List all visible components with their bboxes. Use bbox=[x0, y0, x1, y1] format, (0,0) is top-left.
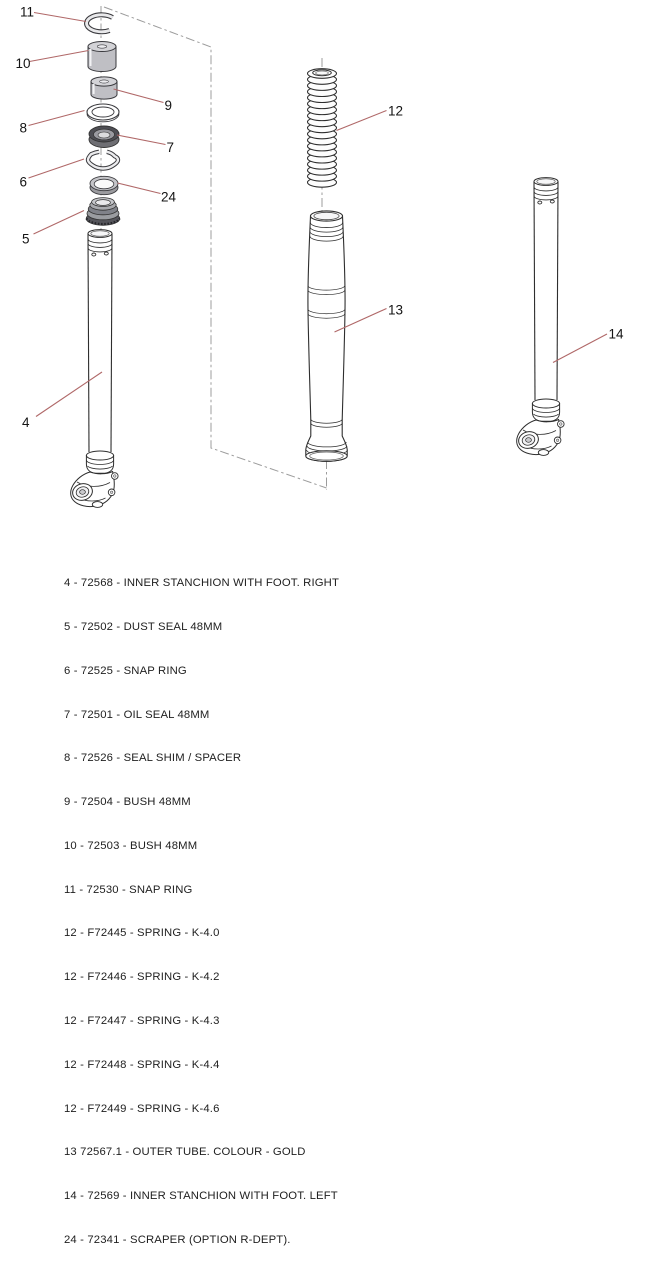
part-4-inner-stanchion-right bbox=[71, 230, 118, 508]
part-12-spring-top bbox=[313, 70, 332, 76]
callout-6: 6 bbox=[19, 174, 28, 190]
leader-6 bbox=[29, 159, 85, 178]
part-24-scraper bbox=[90, 176, 118, 194]
parts-list-item: 12 - F72446 - SPRING - K-4.2 bbox=[64, 971, 220, 984]
callout-11: 11 bbox=[20, 4, 35, 20]
parts-list-item: 4 - 72568 - INNER STANCHION WITH FOOT. RIGHT bbox=[64, 577, 340, 590]
callout-5: 5 bbox=[22, 231, 30, 247]
leader-12 bbox=[337, 111, 387, 131]
leader-10 bbox=[30, 51, 89, 62]
vent-hole bbox=[92, 253, 96, 256]
part-9-bush bbox=[91, 77, 117, 99]
parts-list-item: 11 - 72530 - SNAP RING bbox=[64, 883, 193, 896]
parts-list-item: 7 - 72501 - OIL SEAL 48MM bbox=[64, 708, 210, 721]
leader-14 bbox=[553, 334, 607, 363]
callout-7: 7 bbox=[166, 140, 175, 155]
leader-5 bbox=[34, 211, 85, 235]
part-11-snap-ring bbox=[87, 15, 113, 32]
callout-12: 12 bbox=[388, 103, 404, 119]
leader-24 bbox=[118, 183, 161, 194]
parts-list-item: 12 - F72445 - SPRING - K-4.0 bbox=[64, 927, 220, 940]
parts-list-item: 10 - 72503 - BUSH 48MM bbox=[64, 839, 198, 852]
leader-11 bbox=[34, 13, 86, 22]
part-13-outer-tube bbox=[306, 211, 348, 461]
part-5-dust-seal bbox=[86, 198, 120, 226]
parts-list-item: 5 - 72502 - DUST SEAL 48MM bbox=[64, 620, 223, 633]
leader-8 bbox=[29, 111, 85, 126]
part-6-snap-ring bbox=[88, 152, 118, 169]
part-10-bush bbox=[88, 42, 116, 72]
callout-8: 8 bbox=[19, 120, 28, 136]
leader-9 bbox=[114, 89, 164, 103]
callout-14: 14 bbox=[608, 326, 624, 342]
callout-24: 24 bbox=[161, 189, 177, 205]
callout-9: 9 bbox=[164, 98, 173, 113]
parts-list-item: 12 - F72448 - SPRING - K-4.4 bbox=[64, 1058, 220, 1071]
callout-13: 13 bbox=[388, 302, 404, 318]
callout-10: 10 bbox=[15, 56, 31, 71]
parts-list bbox=[64, 547, 484, 1262]
parts-list-item: 8 - 72526 - SEAL SHIM / SPACER bbox=[64, 752, 242, 765]
exploded-diagram bbox=[0, 0, 647, 560]
parts-list-item: 6 - 72525 - SNAP RING bbox=[64, 664, 187, 677]
part-8-seal-shim bbox=[87, 104, 119, 122]
parts-list-item: 12 - F72447 - SPRING - K-4.3 bbox=[64, 1015, 220, 1027]
part-14-inner-stanchion-left bbox=[517, 178, 564, 456]
parts-list-item: 12 - F72449 - SPRING - K-4.6 bbox=[64, 1102, 220, 1115]
parts-list-item: 13 72567.1 - OUTER TUBE. COLOUR - GOLD bbox=[64, 1146, 306, 1159]
parts-list-item: 9 - 72504 - BUSH 48MM bbox=[64, 796, 191, 809]
leader-7 bbox=[117, 135, 166, 145]
vent-hole bbox=[104, 252, 108, 255]
axis-fold-line bbox=[104, 7, 327, 488]
spring-coils bbox=[308, 69, 337, 188]
construction-lines bbox=[101, 6, 327, 490]
callout-4: 4 bbox=[22, 415, 30, 430]
parts-list-item: 24 - 72341 - SCRAPER (OPTION R-DEPT). bbox=[64, 1233, 291, 1246]
parts-list-item: 14 - 72569 - INNER STANCHION WITH FOOT. LEFT bbox=[64, 1190, 338, 1203]
part-7-oil-seal bbox=[89, 126, 119, 148]
